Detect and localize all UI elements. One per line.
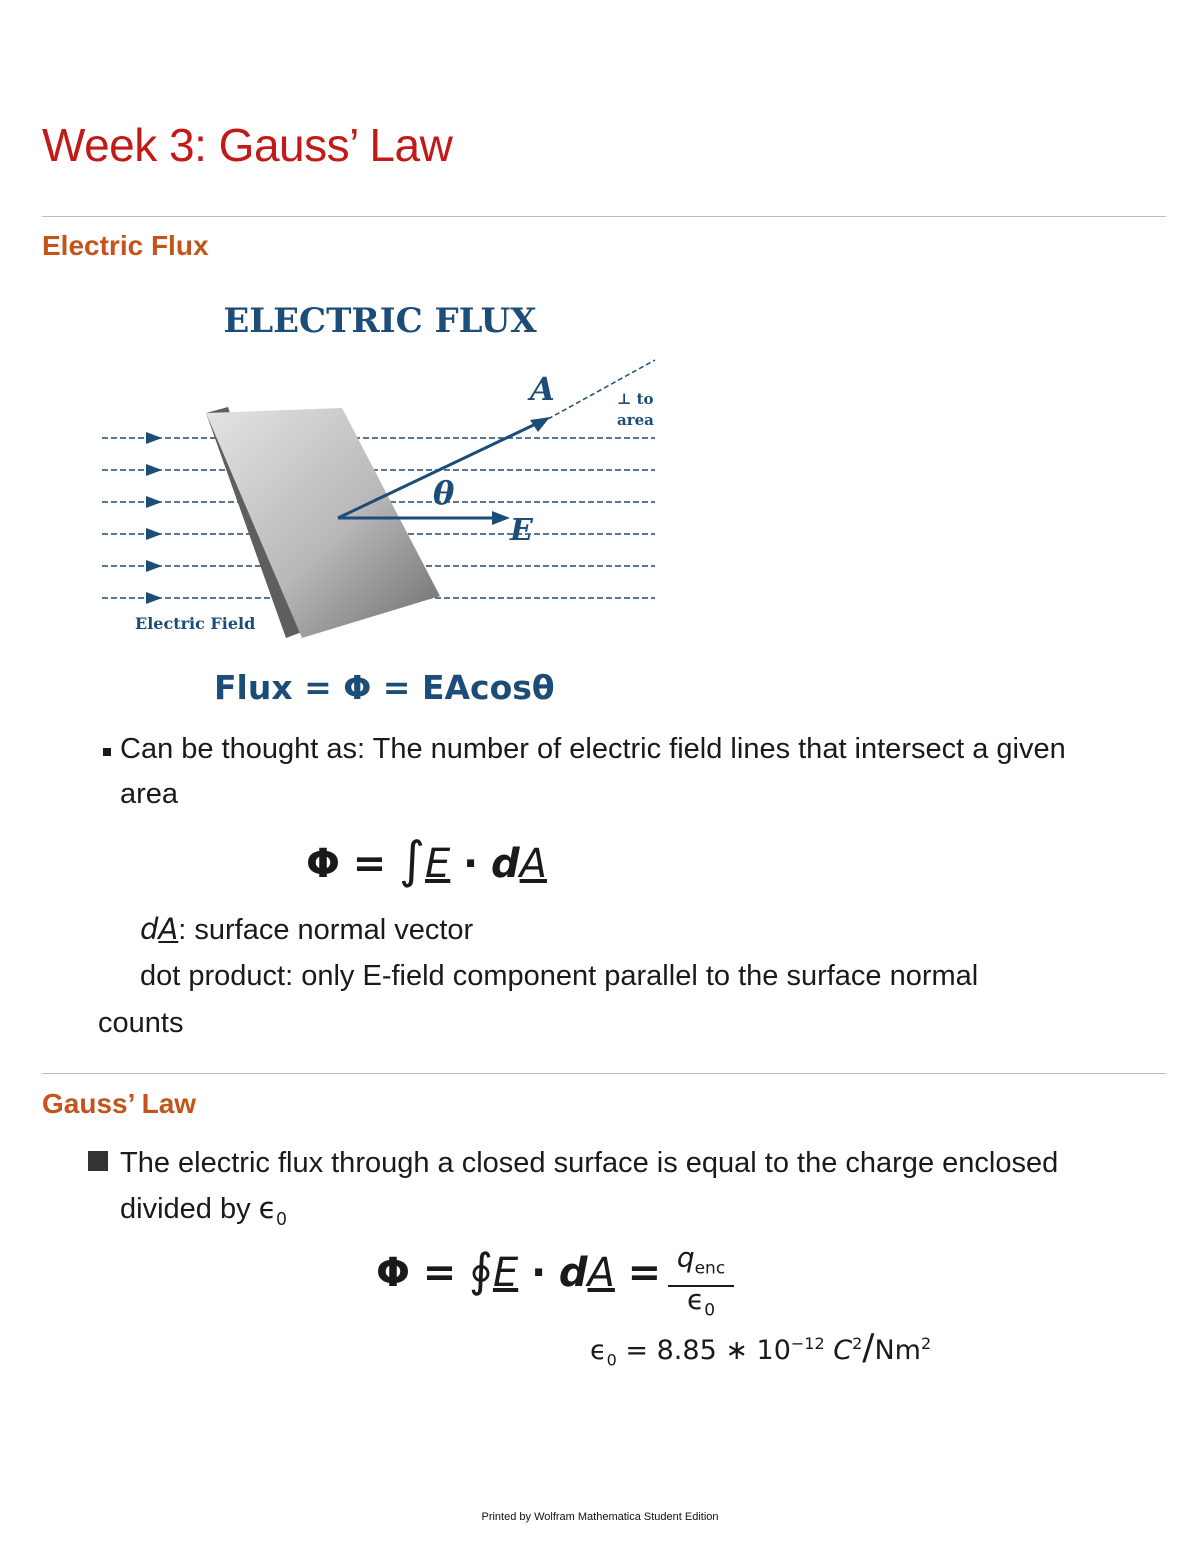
- unit-nm: Nm: [874, 1335, 921, 1366]
- flux-integral-equation: [306, 830, 547, 894]
- section-heading-electric-flux: Electric Flux: [42, 230, 209, 261]
- a-vector-symbol: A: [519, 841, 547, 887]
- epsilon-symbol: ϵ: [686, 1283, 705, 1316]
- da-symbol-d: d: [140, 912, 159, 946]
- equals-sign: =: [627, 1250, 662, 1296]
- charge-subscript: enc: [694, 1258, 726, 1279]
- epsilon-subscript: 0: [606, 1350, 617, 1370]
- theta-label: θ: [433, 474, 455, 512]
- bullet: [103, 748, 111, 756]
- arrowhead: [146, 592, 162, 604]
- dot-product-line2: counts: [98, 1007, 184, 1039]
- da-description: surface normal vector: [194, 914, 474, 946]
- epsilon-constant: [590, 1322, 931, 1382]
- contour-integral-sign: ∮: [468, 1243, 493, 1297]
- vector-label-a: A: [530, 370, 555, 408]
- flux-formula: Flux = Φ = EAcosθ: [214, 668, 555, 707]
- divider: [42, 216, 1166, 217]
- perp-label: ⊥ to: [617, 390, 654, 408]
- unit-slash: /: [862, 1327, 875, 1368]
- epsilon-subscript: 0: [704, 1300, 716, 1321]
- field-arrowheads: [146, 432, 162, 604]
- electric-flux-figure: [90, 290, 670, 720]
- unit-coulomb-exponent: 2: [852, 1334, 863, 1353]
- e-vector-symbol: E: [425, 841, 451, 887]
- gauss-bullet-text: divided by: [120, 1193, 251, 1225]
- electric-field-label: Electric Field: [135, 614, 256, 633]
- differential-d: d: [490, 841, 520, 887]
- arrowhead: [146, 528, 162, 540]
- phi-symbol: Φ: [306, 841, 341, 887]
- epsilon-subscript: 0: [276, 1208, 287, 1229]
- arrowhead: [146, 464, 162, 476]
- e-vector-symbol: E: [492, 1250, 519, 1296]
- constant-exponent: −12: [790, 1334, 825, 1353]
- vector-label-e: E: [510, 513, 533, 548]
- unit-coulomb: C: [833, 1335, 853, 1366]
- arrowhead: [146, 496, 162, 508]
- epsilon-symbol: ϵ: [258, 1191, 277, 1225]
- integral-sign: ∫: [398, 831, 426, 889]
- gauss-bullet-line2: [120, 1185, 287, 1242]
- bullet-text-line2: area: [120, 778, 179, 810]
- differential-d: d: [558, 1250, 588, 1296]
- field-vector-head: [492, 511, 510, 525]
- footer-note: Printed by Wolfram Mathematica Student Edition: [481, 1511, 719, 1523]
- gauss-law-equation: [376, 1240, 661, 1303]
- da-symbol-a: A: [158, 912, 179, 946]
- section-heading-gauss-law: Gauss’ Law: [42, 1088, 197, 1119]
- da-definition: [140, 906, 473, 953]
- figure-title: ELECTRIC FLUX: [223, 301, 537, 341]
- equals-sign: =: [352, 841, 387, 887]
- charge-symbol: q: [676, 1241, 695, 1274]
- gauss-bullet-line1: The electric flux through a closed surface is equal to the charge enclosed: [120, 1147, 1059, 1179]
- plate: [206, 408, 440, 638]
- arrowhead: [146, 432, 162, 444]
- dot-operator: ·: [530, 1250, 547, 1296]
- arrowhead: [146, 560, 162, 572]
- page-title: Week 3: Gauss’ Law: [42, 119, 453, 171]
- epsilon-symbol: ϵ: [590, 1335, 607, 1366]
- bullet: [88, 1151, 108, 1171]
- divider: [42, 1073, 1166, 1074]
- constant-value: 8.85 ∗ 10: [656, 1335, 791, 1366]
- equals-sign: =: [625, 1335, 649, 1366]
- bullet-text-line1: Can be thought as: The number of electric field lines that intersect a given: [120, 733, 1066, 765]
- perp-label-area: area: [617, 411, 654, 429]
- da-colon: :: [178, 914, 187, 946]
- equals-sign: =: [422, 1250, 457, 1296]
- dot-product-line1: dot product: only E-field component parallel to the surface normal: [140, 960, 979, 992]
- area-vector-head: [530, 417, 550, 432]
- phi-symbol: Φ: [376, 1250, 411, 1296]
- dot-operator: ·: [463, 841, 479, 887]
- fraction-numerator: [668, 1242, 734, 1287]
- unit-nm-exponent: 2: [920, 1334, 932, 1353]
- a-vector-symbol: A: [587, 1250, 615, 1296]
